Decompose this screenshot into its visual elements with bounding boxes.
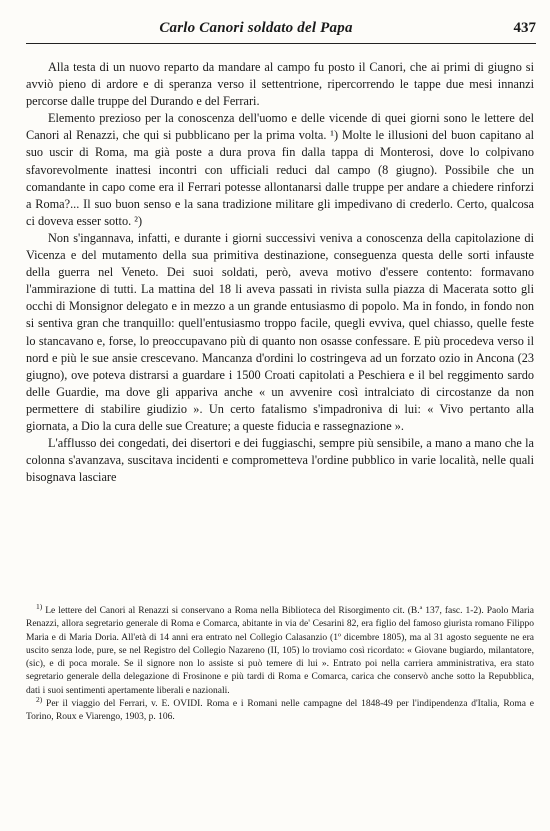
- page-number: 437: [513, 20, 536, 36]
- footnote-2-text: Per il viaggio del Ferrari, v. E. OVIDI. Roma e i Romani nelle campagne del 1848-49 per l'indipendenza d'Italia, Roma e Torino, Roux e Viarengo, 1903, p. 106.: [26, 699, 534, 723]
- paragraph-1: Alla testa di un nuovo reparto da mandare al campo fu posto il Canori, che ai primi di giugno si avviò pieno di ardore e di speranza verso il settentrione, ripercorrendo le tappe due mesi innanzi percorse dalle truppe del Durando e del Ferrari.: [26, 60, 534, 109]
- footnote-1-mark: 1): [36, 601, 43, 611]
- running-title: Carlo Canori soldato del Papa: [159, 20, 353, 36]
- paragraph-4: L'afflusso dei congedati, dei disertori e dei fuggiaschi, sempre più sensibile, a mano a mano che la colonna s'avanzava, suscitava incidenti e comprometteva l'ordine pubblico in varie località, nelle quali bisognava lasciare: [26, 436, 534, 485]
- footnote-1-text: Le lettere del Canori al Renazzi si conservano a Roma nella Biblioteca del Risorgimento cit. (B.ª 137, fasc. 1-2). Paolo Maria Renazzi, allora segretario generale di Roma e Comarca, abitante in via de' Cesarini 82, era figlio del famoso giurista romano Filippo Maria e di Maria Doria. All'età di 14 anni era entrato nel Collegio Calasanzio (1º dicembre 1805), ma al 31 agosto seguente ne era uscito senza lode, pure, se nel Registro del Collegio Nazareno (II, 105) lo troviamo così ricordato: « Giovane bugiardo, milantatore, (sic), e di poca morale. Se il signore non lo assiste si può temere di lui ». Entrato poi nella carriera amministrativa, era stato segretario generale della delegazione di Frosinone e più tardi di Roma e Comarca, carica che conservò anche sotto la Repubblica, dati i suoi sentimenti apertamente liberali e nazionali.: [26, 606, 535, 696]
- body-text: [26, 59, 534, 486]
- footnote-2: [26, 694, 534, 725]
- running-head: [26, 20, 536, 40]
- paragraph-3: Non s'ingannava, infatti, e durante i giorni successivi veniva a conoscenza della capitolazione di Vicenza e del mutamento della sua primitiva destinazione, conseguenza questa delle sorti infauste della guerra nel Veneto. Dei suoi soldati, però, aveva motivo d'essere contento: formavano l'ammirazione di tutti. La mattina del 18 li aveva passati in rivista sulla piazza di Macerata sotto gli occhi di Monsignor delegato e in mezzo a un grande entusiasmo di popolo. Ma in fondo, in fondo non si sentiva gran che tranquillo: quell'entusiasmo troppo facile, quegli evviva, quel chiasso, quelle feste lo stancavano e, forse, lo preoccupavano più di quanto non osasse confessare. E più procedeva verso il nord e più le sue ansie crescevano. Mancanza d'ordini lo costringeva ad un forzato ozio in Ancona (23 giugno), ove poteva distrarsi a guardare i 1500 Croati capitolati a Peschiera e il bel reggimento sardo delle Guardie, ma dove gli appariva anche « un avvenire così intralciato di circostanze da non permettere di stabilire giudizio ». Un certo fatalismo s'impadroniva di lui: « Vivo pertanto alla giornata, a Dio la cura delle sue Creature; a queste fiducia e rassegnazione ».: [26, 230, 534, 433]
- paragraph-2: Elemento prezioso per la conoscenza dell'uomo e delle vicende di quei giorni sono le lettere del Canori al Renazzi, che qui si pubblicano per la prima volta. ¹) Molte le illusioni del buon capitano al suo uscir di Roma, ma già poste a dura prova fin dalla tappa di Monterosi, dove lo colpivano sfavorevolmente inattesi incontri con ufficiali reduci dal campo (8 giugno). Possibile che un comandante in capo come era il Ferrari potesse allontanarsi dalle truppe per andare a chiedere rinforzi a Roma?... Il suo buon senso e la sana tradizione militare gli impedivano di crederlo. Certo, qualcosa ci doveva esser sotto. ²): [26, 111, 534, 228]
- header-rule: [26, 43, 536, 44]
- footnote-1: [26, 601, 535, 698]
- footnotes: [26, 601, 535, 725]
- footnote-2-mark: 2): [36, 694, 43, 704]
